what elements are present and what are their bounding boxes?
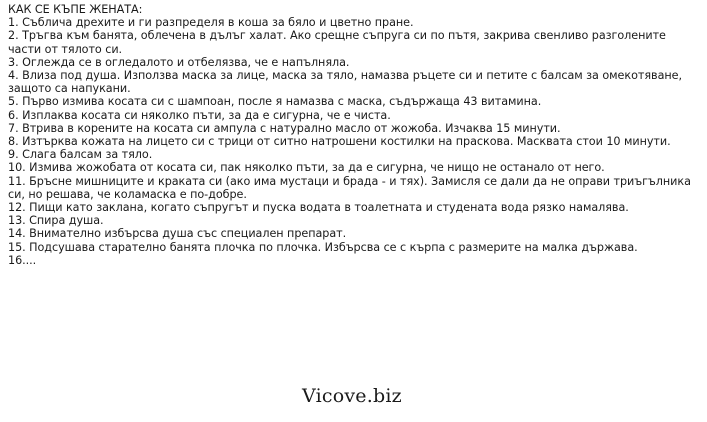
step-item: 13. Спира душа. — [8, 214, 104, 228]
steps-list — [8, 16, 700, 267]
step-item: 1. Съблича дрехите и ги разпределя в коша за бяло и цветно пране. — [8, 16, 414, 30]
site-watermark: Vicove.biz — [302, 385, 402, 407]
step-item: 16.... — [8, 253, 37, 267]
step-item: 5. Първо измива косата си с шампоан, после я намазва с маска, съдържаща 43 витамина. — [8, 95, 542, 109]
step-item: 8. Изтърква кожата на лицето си с трици от ситно натрошени костилки на праскова. Масквата стои 10 минути. — [8, 135, 671, 149]
step-item: 11. Бръсне мишниците и краката си (ако има мустаци и брада - и тях). Замисля се дали да не оправи триъгълника си, но решава, че коламаска е по-добре. — [8, 174, 691, 201]
step-item: 7. Втрива в корените на косата си ампула с натурално масло от жожоба. Изчаква 15 минути. — [8, 121, 561, 135]
step-item: 6. Изплаква косата си няколко пъти, за да е сигурна, че е чиста. — [8, 108, 391, 122]
step-item: 12. Пищи като заклана, когато съпругът и пуска водата в тоалетната и студената вода рязко намалява. — [8, 201, 629, 215]
step-item: 4. Влиза под душа. Използва маска за лице, маска за тяло, намазва ръцете си и петите с балсам за омекотяване, защото са напукани. — [8, 69, 682, 96]
step-item: 2. Тръгва към банята, облечена в дълъг халат. Ако срещне съпруга си по пътя, закрива свенливо разголените части от тялото си. — [8, 29, 666, 56]
step-item: 10. Измива жожобата от косата си, пак няколко пъти, за да е сигурна, че нищо не останало от него. — [8, 161, 605, 175]
step-item: 3. Оглежда се в огледалото и отбелязва, че е напълняла. — [8, 55, 350, 69]
document-title: КАК СЕ КЪПЕ ЖЕНАТА: — [8, 3, 143, 16]
document — [8, 3, 700, 267]
step-item: 15. Подсушава старателно банята плочка по плочка. Избърсва се с кърпа с размерите на малка държава. — [8, 240, 638, 254]
step-item: 14. Внимателно избърсва душа със специален препарат. — [8, 227, 347, 241]
step-item: 9. Слага балсам за тяло. — [8, 148, 153, 162]
